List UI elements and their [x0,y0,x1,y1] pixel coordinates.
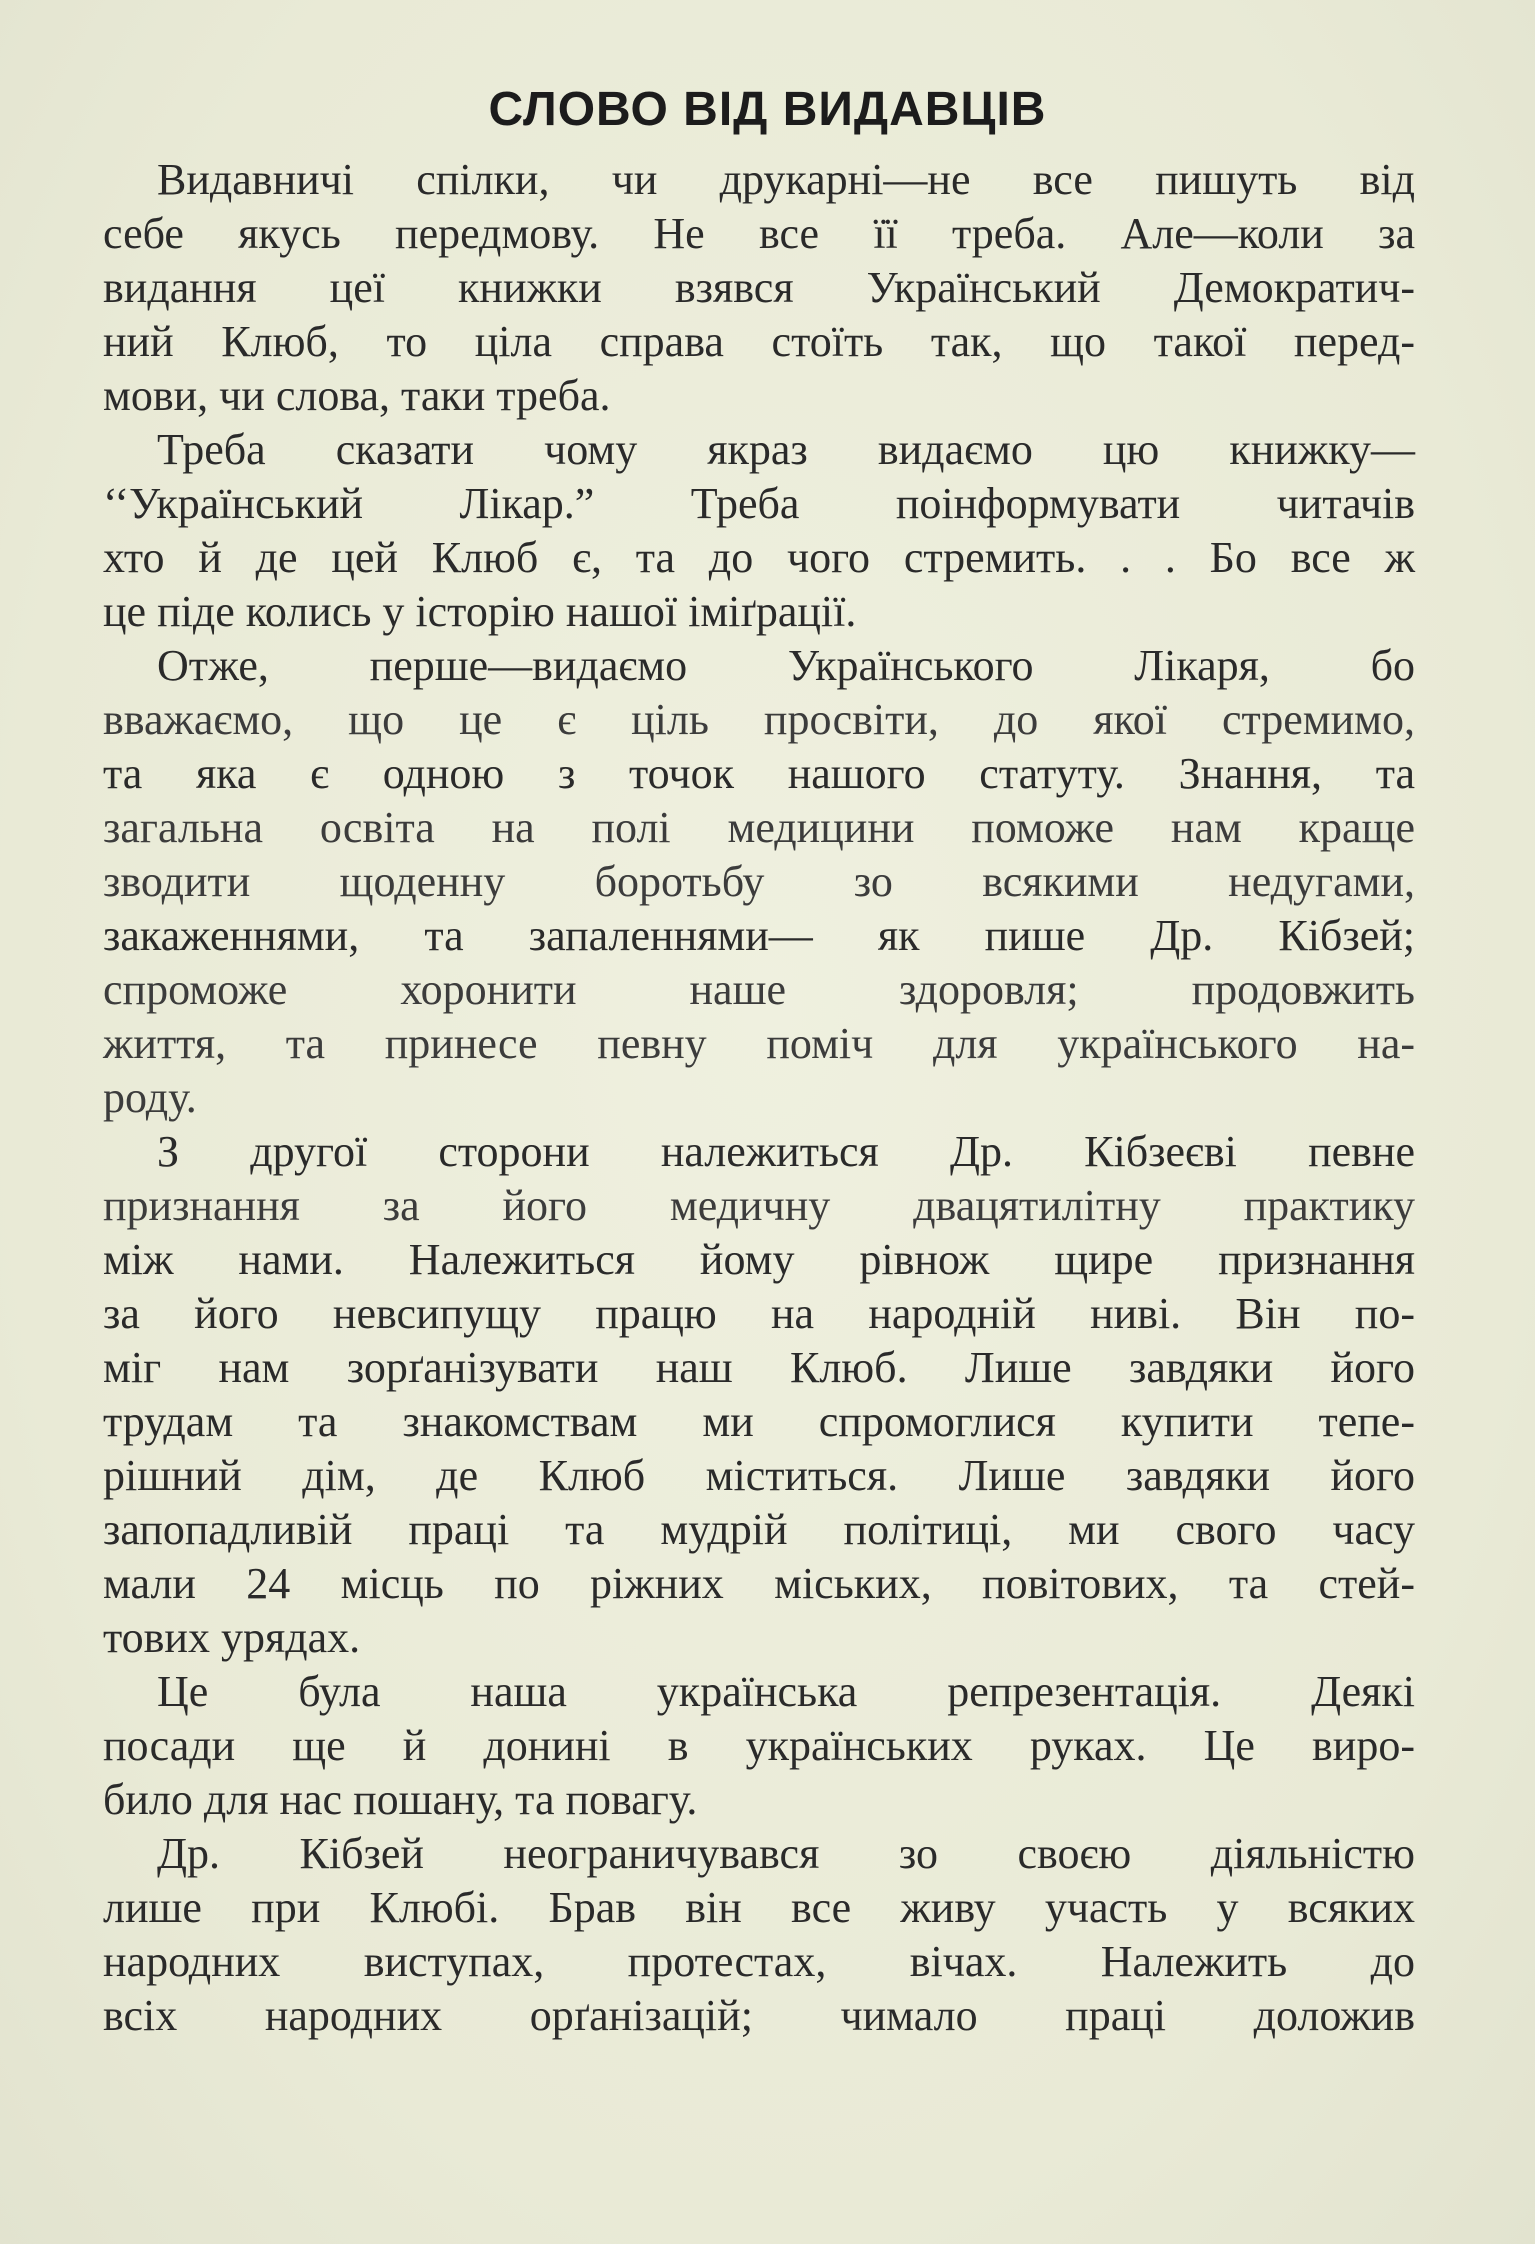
text-line: мали 24 місць по ріжних міських, повітових, та стей- [103,1559,1415,1608]
text-line: признання за його медичну двацятилітну практику [103,1181,1415,1230]
text-line: мови, чи слова, таки треба. [103,371,611,420]
text-line: міг нам зорґанізувати наш Клюб. Лише завдяки його [103,1343,1415,1392]
text-line: З другої сторони належиться Др. Кібзеєві певне [157,1127,1415,1176]
text-line: запопадливій праці та мудрій політиці, ми свого часу [103,1505,1415,1554]
text-line: роду. [103,1073,197,1122]
text-line: Др. Кібзей неограничувався зо своєю діяльністю [157,1829,1415,1878]
text-line: між нами. Належиться йому рівнож щире признання [103,1235,1415,1284]
text-line: закаженнями, та запаленнями— як пише Др. Кібзей; [103,911,1415,960]
text-line: било для нас пошану, та повагу. [103,1775,698,1824]
text-line: тових урядах. [103,1613,361,1662]
text-line: Отже, перше—видаємо Українського Лікаря, бо [157,641,1415,690]
text-line: народних виступах, протестах, вічах. Належить до [103,1937,1415,1986]
text-line: трудам та знакомствам ми спромоглися купити тепе- [103,1397,1415,1446]
text-line: та яка є одною з точок нашого статуту. Знання, та [103,749,1415,798]
text-line: ‘‘Український Лікар.” Треба поінформувати читачів [103,479,1415,528]
text-line: посади ще й донині в українських руках. Це виро- [103,1721,1415,1770]
text-line: себе якусь передмову. Не все її треба. Але—коли за [103,209,1415,258]
text-line: зводити щоденну боротьбу зо всякими недугами, [103,857,1415,906]
text-line: вважаємо, що це є ціль просвіти, до якої стремимо, [103,695,1415,744]
text-line: видання цеї книжки взявся Український Демократич- [103,263,1415,312]
text-line: спроможе хоронити наше здоровля; продовжить [103,965,1415,1014]
text-line: всіх народних орґанізацій; чимало праці доложив [103,1991,1415,2040]
page-title: СЛОВО ВІД ВИДАВЦІВ [488,83,1047,136]
text-line: це піде колись у історію нашої іміґрації. [103,587,857,636]
text-line: загальна освіта на полі медицини поможе нам краще [103,803,1415,852]
text-line: Видавничі спілки, чи друкарні—не все пишуть від [157,155,1415,204]
text-line: лише при Клюбі. Брав він все живу участь у всяких [103,1883,1415,1932]
text-line: рішний дім, де Клюб міститься. Лише завдяки його [103,1451,1415,1500]
text-line: за його невсипущу працю на народній ниві. Він по- [103,1289,1415,1338]
text-line: ний Клюб, то ціла справа стоїть так, що такої перед- [103,317,1415,366]
text-line: життя, та принесе певну поміч для українського на- [103,1019,1415,1068]
text-line: хто й де цей Клюб є, та до чого стремить. . . Бо все ж [103,533,1415,582]
text-line: Це була наша українська репрезентація. Деякі [157,1667,1415,1716]
text-line: Треба сказати чому якраз видаємо цю книжку— [157,425,1415,474]
